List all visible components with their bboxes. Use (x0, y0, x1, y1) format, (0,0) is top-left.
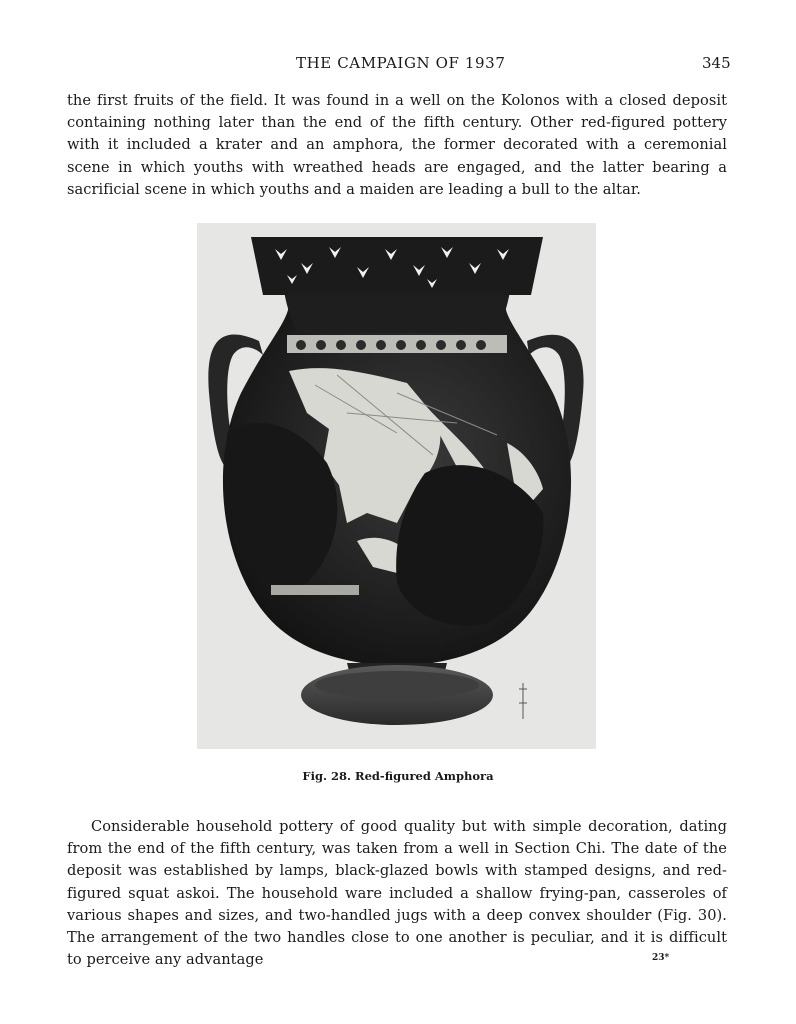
signature-mark: 23* (652, 953, 670, 963)
body-paragraph: the first fruits of the field. It was found in a well on the Kolonos with a closed deposit containing nothing later than the end of the fifth century. Other red-figured pottery with it included a krater and an amphora, the former decorated with a ceremonial scene in which youths with wreathed heads are engaged, and the latter bearing a sacrificial scene in which youths and a maiden are leading a bull to the altar. (67, 92, 727, 198)
body-paragraph: Considerable household pottery of good quality but with simple decoration, dating from the end of the fifth century, was taken from a well in Section Chi. The date of the deposit was established by lamps, black-glazed bowls with stamped designs, and red-figured squat askoi. The household ware included a shallow frying-pan, casseroles of various shapes and sizes, and two-handled jugs with a deep convex shoulder (Fig. 30). The arrangement of the two handles close to one another is peculiar, and it is difficult to perceive any advantage (67, 818, 727, 969)
amphora-rim (251, 237, 543, 295)
amphora-photograph (197, 223, 596, 749)
figure-photo (197, 223, 596, 749)
figure-caption: Fig. 28. Red-figured Amphora (302, 769, 494, 783)
running-title: THE CAMPAIGN OF 1937 (296, 54, 506, 72)
page-number: 345 (702, 54, 731, 72)
